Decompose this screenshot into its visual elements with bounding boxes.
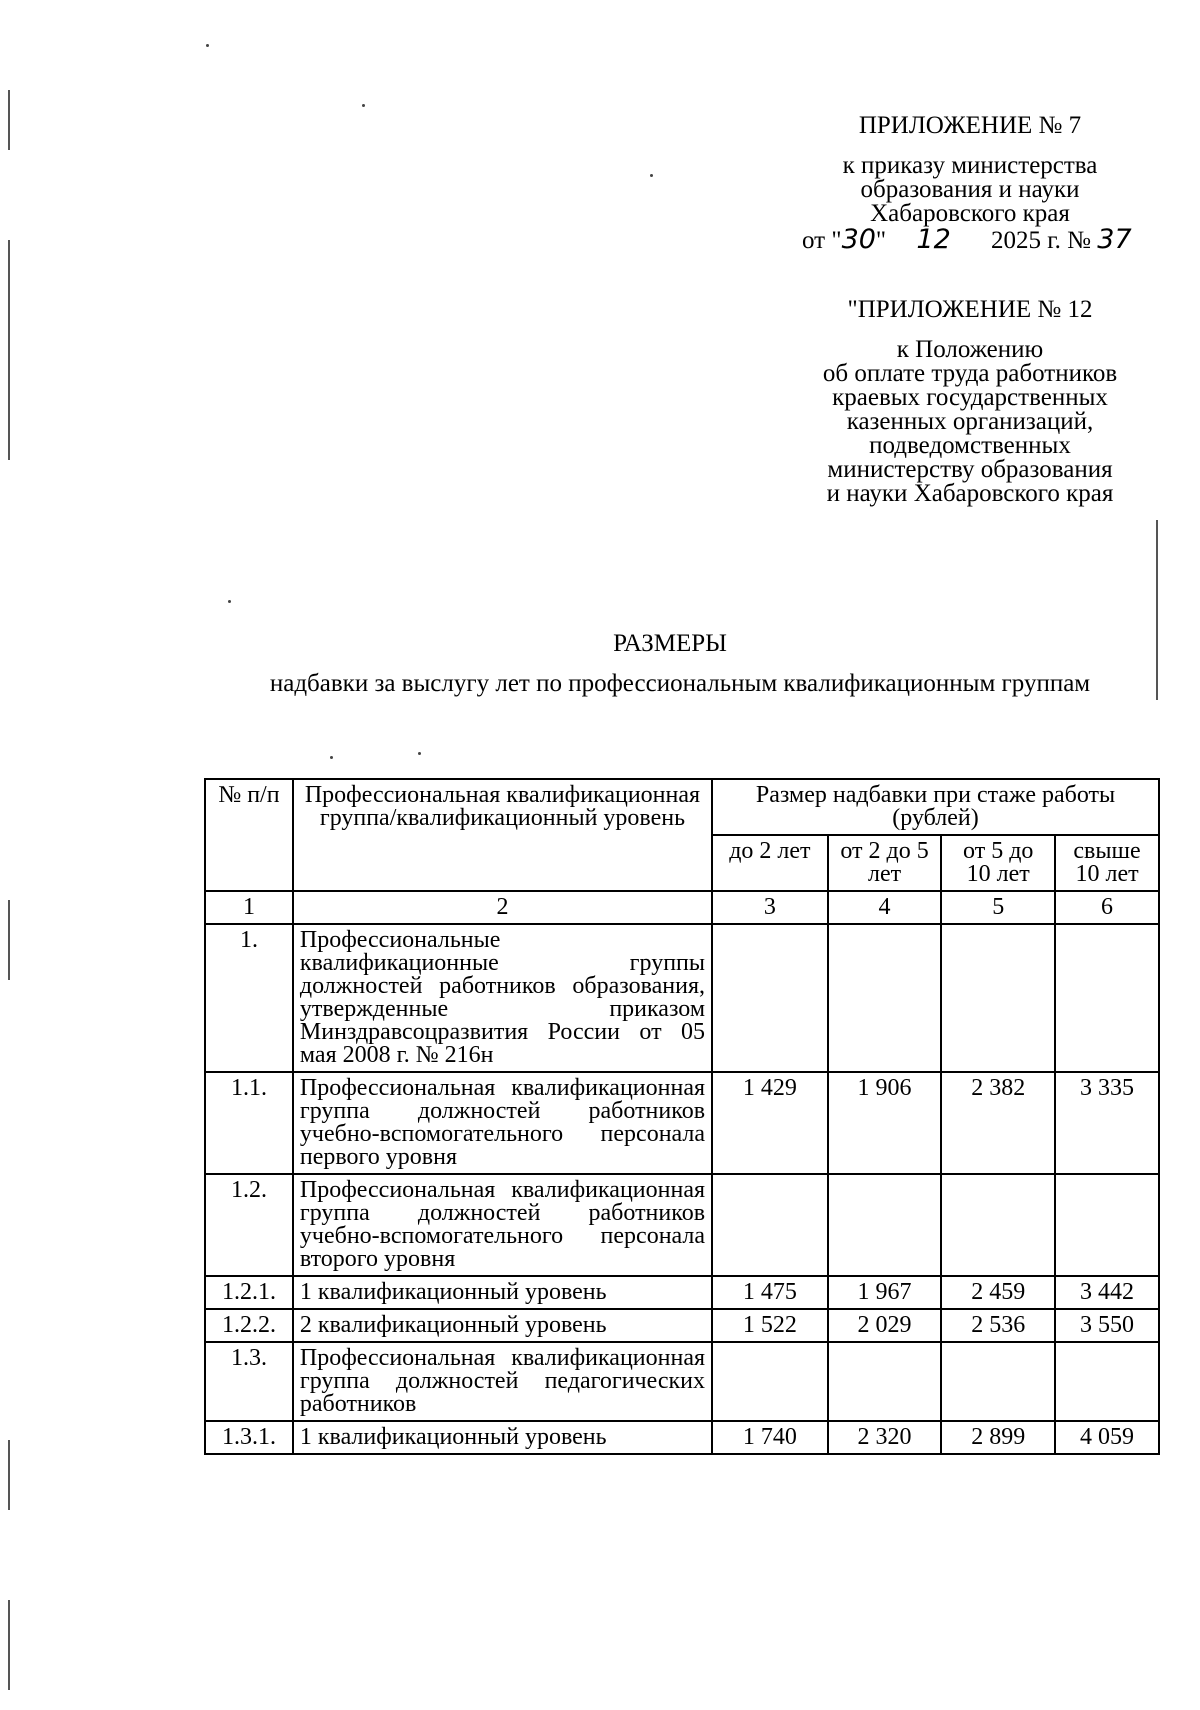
appendix-12-line: об оплате труда работников (822, 360, 1118, 387)
row-number: 1. (205, 924, 293, 1072)
appendix-7-title: ПРИЛОЖЕНИЕ № 7 (858, 112, 1082, 139)
header-period: от 2 до 5 лет (828, 835, 942, 891)
row-value (828, 1342, 942, 1421)
row-value: 2 459 (941, 1276, 1055, 1309)
table-row (205, 1072, 1159, 1174)
date-year: 2025 г. № (991, 227, 1092, 254)
row-group-name: Профессиональная квалификационная группа должностей педагогических работников (293, 1342, 712, 1421)
row-value: 1 429 (712, 1072, 828, 1174)
column-number: 6 (1055, 891, 1159, 924)
row-value (828, 1174, 942, 1276)
appendix-12-line: казенных организаций, (846, 408, 1094, 435)
row-value (712, 1174, 828, 1276)
column-number-row (205, 891, 1159, 924)
scan-speck (362, 104, 365, 107)
document-subtitle: надбавки за выслугу лет по профессиональным квалификационным группам (269, 670, 1091, 697)
scan-speck (650, 174, 653, 177)
row-value (712, 1342, 828, 1421)
date-quote: " (875, 227, 887, 254)
column-number: 5 (941, 891, 1055, 924)
column-number: 3 (712, 891, 828, 924)
appendix-7-header (780, 112, 1160, 253)
scan-edge-mark (8, 1600, 10, 1690)
table-row (205, 1342, 1159, 1421)
appendix-12-header (770, 296, 1170, 506)
table-row (205, 924, 1159, 1072)
row-group-name: 2 квалификационный уровень (293, 1309, 712, 1342)
row-group-name: Профессиональная квалификационная группа должностей работников учебно-вспомогательного персонала второго уровня (293, 1174, 712, 1276)
appendix-7-line1: к приказу министерства (842, 152, 1098, 179)
document-title: РАЗМЕРЫ (613, 630, 727, 657)
row-value: 3 550 (1055, 1309, 1159, 1342)
order-number-handwritten: 37 (1097, 224, 1132, 255)
scan-edge-mark (8, 1440, 10, 1510)
scan-speck (418, 752, 421, 755)
row-value: 1 906 (828, 1072, 942, 1174)
appendix-12-title: "ПРИЛОЖЕНИЕ № 12 (847, 296, 1093, 323)
appendix-12-line: подведомственных (869, 432, 1071, 459)
order-date-line (780, 224, 1160, 255)
allowance-table (204, 778, 1160, 1455)
date-day-handwritten: 30 (841, 224, 876, 255)
row-number: 1.2. (205, 1174, 293, 1276)
column-number: 4 (828, 891, 942, 924)
table-row (205, 1174, 1159, 1276)
row-value: 1 967 (828, 1276, 942, 1309)
scan-edge-mark (8, 900, 10, 980)
row-group-name: Профессиональная квалификационная группа должностей работников учебно-вспомогательного персонала первого уровня (293, 1072, 712, 1174)
header-group: Профессиональная квалификационная группа/квалификационный уровень (293, 779, 712, 891)
row-value: 1 740 (712, 1421, 828, 1454)
scan-edge-mark (8, 90, 10, 150)
row-value: 1 522 (712, 1309, 828, 1342)
date-prefix: от " (802, 227, 842, 254)
row-value (1055, 1174, 1159, 1276)
column-number: 2 (293, 891, 712, 924)
date-month-handwritten: 12 (916, 224, 951, 255)
table-row (205, 1276, 1159, 1309)
row-number: 1.3. (205, 1342, 293, 1421)
appendix-12-line: и науки Хабаровского края (826, 480, 1114, 507)
scan-speck (228, 600, 231, 603)
row-value: 4 059 (1055, 1421, 1159, 1454)
appendix-7-line3: Хабаровского края (870, 200, 1070, 227)
header-period: до 2 лет (712, 835, 828, 891)
row-value (941, 924, 1055, 1072)
appendix-12-line: краевых государственных (832, 384, 1108, 411)
header-size: Размер надбавки при стаже работы (рублей) (712, 779, 1159, 835)
row-group-name: Профессиональные квалификационные группы должностей работников образования, утвержденные приказом Минздравсоцразвития России от 05 мая 2008 г. № 216н (293, 924, 712, 1072)
scan-speck (206, 44, 209, 47)
row-value: 2 536 (941, 1309, 1055, 1342)
table-row (205, 1309, 1159, 1342)
row-number: 1.1. (205, 1072, 293, 1174)
row-value (941, 1342, 1055, 1421)
header-period: от 5 до 10 лет (941, 835, 1055, 891)
header-period: свыше 10 лет (1055, 835, 1159, 891)
scan-speck (330, 756, 333, 759)
row-group-name: 1 квалификационный уровень (293, 1276, 712, 1309)
row-number: 1.3.1. (205, 1421, 293, 1454)
scan-edge-mark (8, 240, 10, 460)
row-value: 1 475 (712, 1276, 828, 1309)
row-group-name: 1 квалификационный уровень (293, 1421, 712, 1454)
row-value: 2 029 (828, 1309, 942, 1342)
row-value: 3 335 (1055, 1072, 1159, 1174)
header-num: № п/п (205, 779, 293, 891)
scan-edge-mark (1156, 520, 1158, 700)
row-value (828, 924, 942, 1072)
appendix-7-line2: образования и науки (860, 176, 1080, 203)
row-value (1055, 924, 1159, 1072)
row-value: 2 899 (941, 1421, 1055, 1454)
column-number: 1 (205, 891, 293, 924)
appendix-12-line: к Положению (896, 336, 1044, 363)
row-value (941, 1174, 1055, 1276)
row-value: 2 320 (828, 1421, 942, 1454)
row-value: 3 442 (1055, 1276, 1159, 1309)
row-number: 1.2.1. (205, 1276, 293, 1309)
table-row (205, 1421, 1159, 1454)
row-value (712, 924, 828, 1072)
row-value: 2 382 (941, 1072, 1055, 1174)
row-number: 1.2.2. (205, 1309, 293, 1342)
row-value (1055, 1342, 1159, 1421)
appendix-12-line: министерству образования (827, 456, 1113, 483)
